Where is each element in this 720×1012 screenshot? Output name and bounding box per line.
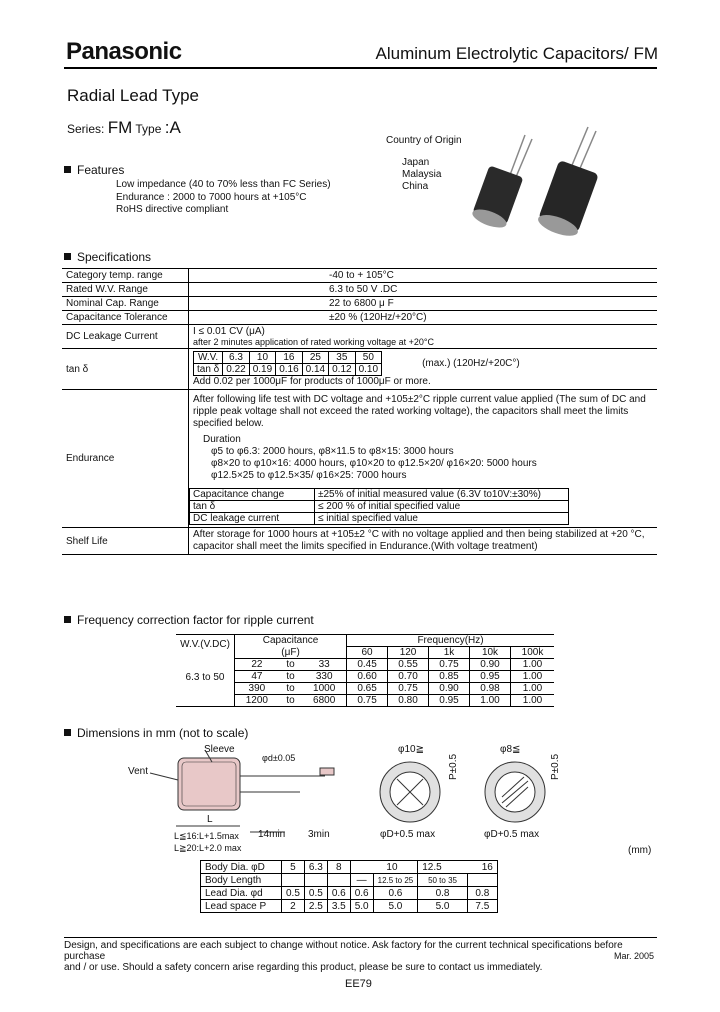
spec-label: Category temp. range (62, 269, 189, 283)
series-value: FM (107, 118, 133, 137)
bullet-square-icon (64, 616, 71, 623)
dim-cell: 5.0 (418, 900, 468, 913)
cap-lo: 1200 (245, 695, 268, 706)
min14-label: 14min (258, 829, 286, 840)
tan-val: 0.22 (223, 364, 249, 376)
dia-10-label: φ10≧ (398, 744, 424, 755)
spec-value (189, 390, 658, 528)
tan-val: 0.10 (355, 364, 381, 376)
dim-cell: 7.5 (467, 900, 497, 913)
duration-item: φ8×20 to φ10×16: 4000 hours, φ10×20 to φ12.5×20/ φ16×20: 5000 hours (211, 458, 537, 469)
freq-col: 120 (388, 647, 429, 659)
table-row (190, 501, 569, 513)
dims-heading (64, 726, 248, 740)
limit-key: Capacitance change (190, 489, 315, 501)
pitch-label-1: P±0.5 (448, 753, 459, 780)
type-label: Type (135, 122, 162, 136)
capacitor-photo (468, 125, 628, 245)
dim-cell: 3.5 (327, 900, 350, 913)
dcl-formula: I ≤ 0.01 CV (μA) (193, 326, 265, 337)
wv-value: 6.3 to 50 (185, 672, 225, 683)
factor: 0.80 (388, 695, 429, 707)
spec-label: Nominal Cap. Range (62, 297, 189, 311)
tan-wv-label: W.V. (194, 352, 223, 364)
freq-col: 10k (470, 647, 511, 659)
factor: 0.95 (470, 671, 511, 683)
spec-value (189, 325, 658, 349)
disclaimer-line: and / or use. Should a safety concern arise regarding this product, please be sure to contact us immediately. (64, 962, 543, 973)
sleeve-label: Sleeve (204, 744, 235, 755)
dim-cell: 0.6 (350, 887, 373, 900)
tan-condition: (max.) (120Hz/+20C°) (422, 358, 520, 369)
country: Japan (402, 157, 430, 168)
table-row (190, 489, 569, 501)
dim-key: Body Dia. φD (201, 861, 282, 874)
wv-label: W.V.(V.DC) (180, 639, 230, 650)
dia-8-label: φ8≦ (500, 744, 521, 755)
cap-hi: 6800 (313, 695, 336, 706)
table-row (62, 311, 657, 325)
spec-value: 6.3 to 50 V .DC (189, 283, 658, 297)
table-row (62, 269, 657, 283)
endurance-text: After following life test with DC voltage and +105±2°C ripple current value applied (The sum of DC and ripple peak voltage shall not exceed the rated working voltage), the capacitors shall meet the limits specified below. (193, 394, 646, 429)
spec-value (189, 349, 658, 390)
series-line (67, 118, 181, 138)
freq-col: 60 (347, 647, 388, 659)
dim-cell: 0.5 (282, 887, 305, 900)
header-rule (64, 67, 657, 69)
spec-label: Rated W.V. Range (62, 283, 189, 297)
tan-val-label: tan δ (194, 364, 223, 376)
cap-to: to (286, 695, 295, 706)
features-title: Features (77, 163, 125, 177)
limit-value: ≤ initial specified value (315, 513, 569, 525)
dim-key: Body Length (201, 874, 282, 887)
dim-head-16: 16 (481, 861, 493, 873)
limit-value: ±25% of initial measured value (6.3V to10V:±30%) (315, 489, 569, 501)
dim-head: 8 (327, 861, 350, 874)
table-row (201, 887, 498, 900)
type-value: :A (164, 118, 181, 137)
dmax-label-1: φD+0.5 max (380, 829, 436, 840)
dim-cell: 2.5 (304, 900, 327, 913)
cap-hi: 330 (315, 671, 333, 682)
cap-to: to (286, 671, 295, 682)
length-label: L (207, 814, 213, 825)
spec-value: -40 to + 105°C (189, 269, 658, 283)
tan-wv: 10 (249, 352, 275, 364)
dim-cell: 0.6 (327, 887, 350, 900)
tan-val: 0.16 (276, 364, 302, 376)
min3-label: 3min (308, 829, 330, 840)
factor: 0.55 (388, 659, 429, 671)
feature-item: Low impedance (40 to 70% less than FC Series) (116, 179, 331, 190)
origin-label: Country of Origin (386, 135, 462, 146)
freq-heading (64, 613, 314, 627)
tan-val: 0.12 (329, 364, 355, 376)
dim-cell: 0.8 (418, 887, 468, 900)
dimensions-table (200, 860, 498, 913)
factor: 0.70 (388, 671, 429, 683)
tan-val: 0.14 (302, 364, 328, 376)
bullet-square-icon (64, 253, 71, 260)
dim-cell (304, 874, 327, 887)
feature-item: RoHS directive compliant (116, 204, 229, 215)
brand-logo: Panasonic (66, 38, 182, 65)
duration-label: Duration (203, 434, 241, 445)
page-number: EE79 (345, 978, 372, 990)
tan-wv: 6.3 (223, 352, 249, 364)
cap-unit: (μF) (281, 646, 300, 658)
country: China (402, 181, 429, 192)
dim-cell: 5.0 (373, 900, 418, 913)
cap-lo: 390 (248, 683, 266, 694)
cap-lo: 22 (251, 659, 263, 670)
dim-cell: 0.5 (304, 887, 327, 900)
spec-label: Capacitance Tolerance (62, 311, 189, 325)
table-row (62, 390, 657, 528)
specs-title: Specifications (77, 250, 152, 264)
dim-cell (327, 874, 350, 887)
spec-label: DC Leakage Current (62, 325, 189, 349)
dcl-note: after 2 minutes application of rated working voltage at +20°C (193, 337, 434, 347)
table-row (201, 861, 498, 874)
unit-label: (mm) (628, 845, 652, 856)
spec-label: Endurance (62, 390, 189, 528)
table-row (62, 325, 657, 349)
footer-rule (64, 937, 657, 938)
table-row (201, 900, 498, 913)
limit-value: ≤ 200 % of initial specified value (315, 501, 569, 513)
freq-label: Frequency(Hz) (347, 635, 554, 647)
bullet-square-icon (64, 729, 71, 736)
tan-table (193, 351, 382, 376)
table-row (62, 528, 657, 555)
factor: 0.98 (470, 683, 511, 695)
table-row (62, 283, 657, 297)
factor: 0.75 (429, 659, 470, 671)
factor: 0.60 (347, 671, 388, 683)
spec-label: tan δ (62, 349, 189, 390)
pitch-label-2: P±0.5 (550, 753, 561, 780)
country: Malaysia (402, 169, 442, 180)
dim-key: Lead Dia. φd (201, 887, 282, 900)
dim-head: 10 (350, 861, 418, 874)
freq-title: Frequency correction factor for ripple current (77, 613, 314, 627)
features-list (116, 179, 331, 217)
factor: 1.00 (470, 695, 511, 707)
cap-to: to (286, 659, 295, 670)
factor: 0.65 (347, 683, 388, 695)
duration-list (189, 446, 657, 482)
dims-title: Dimensions in mm (not to scale) (77, 726, 249, 740)
spec-value: ±20 % (120Hz/+20°C) (189, 311, 658, 325)
dim-head (418, 861, 498, 874)
dim-head: 6.3 (304, 861, 327, 874)
duration-item: φ12.5×25 to φ12.5×35/ φ16×25: 7000 hours (211, 470, 407, 481)
factor: 0.45 (347, 659, 388, 671)
product-family: Aluminum Electrolytic Capacitors/ FM (375, 44, 658, 63)
dim-key: Lead space P (201, 900, 282, 913)
factor: 0.85 (429, 671, 470, 683)
tan-val: 0.19 (249, 364, 275, 376)
table-row (62, 297, 657, 311)
cap-hi: 1000 (313, 683, 336, 694)
table-row (201, 874, 498, 887)
duration-item: φ5 to φ6.3: 2000 hours, φ8×11.5 to φ8×15: 3000 hours (211, 446, 454, 457)
bullet-square-icon (64, 166, 71, 173)
dim-cell: 12.5 to 25 (373, 874, 418, 887)
factor: 1.00 (511, 683, 555, 695)
page-title: Radial Lead Type (67, 86, 200, 105)
origin-countries (402, 157, 441, 193)
factor: 0.75 (388, 683, 429, 695)
feature-item: Endurance : 2000 to 7000 hours at +105°C (116, 191, 307, 203)
factor: 1.00 (511, 671, 555, 683)
footer-disclaimer (64, 940, 659, 973)
freq-col: 100k (511, 647, 555, 659)
dim-cell: — (350, 874, 373, 887)
length-note-2: L≧20:L+2.0 max (174, 843, 242, 853)
tan-wv: 16 (276, 352, 302, 364)
lead-dia-label: φd±0.05 (262, 753, 296, 763)
tan-wv: 50 (355, 352, 381, 364)
factor: 0.95 (429, 695, 470, 707)
dim-cell: 50 to 35 (418, 874, 468, 887)
features-heading (64, 163, 124, 177)
dim-cell (467, 874, 497, 887)
tan-wv: 25 (302, 352, 328, 364)
vent-label: Vent (128, 766, 149, 777)
series-label: Series: (67, 122, 105, 136)
limit-key: tan δ (190, 501, 315, 513)
factor: 1.00 (511, 659, 555, 671)
limit-key: DC leakage current (190, 513, 315, 525)
table-row (62, 349, 657, 390)
tan-addition: Add 0.02 per 1000μF for products of 1000μF or more. (193, 376, 431, 387)
dim-cell: 2 (282, 900, 305, 913)
factor: 0.75 (347, 695, 388, 707)
revision-date: Mar. 2005 (613, 951, 654, 961)
freq-col: 1k (429, 647, 470, 659)
spec-value: After storage for 1000 hours at +105±2 °C with no voltage applied and then being stabilized at +20 °C, capacitor shall meet the limits specified in Endurance.(With voltage treatment) (189, 528, 658, 555)
dim-cell (282, 874, 305, 887)
spec-label: Shelf Life (62, 528, 189, 555)
disclaimer-line: Design, and specifications are each subject to change without notice. Ask factory for the current technical specifications before purchase (64, 940, 623, 962)
cap-to: to (286, 683, 295, 694)
side-view-diagram (120, 740, 350, 840)
factor: 0.90 (470, 659, 511, 671)
endurance-limits (189, 488, 569, 525)
cap-label: Capacitance (262, 635, 319, 647)
dim-head-125: 12.5 (422, 861, 442, 873)
spec-value: 22 to 6800 μ F (189, 297, 658, 311)
dim-cell: 0.8 (467, 887, 497, 900)
freq-table (176, 634, 554, 707)
dim-cell: 0.6 (373, 887, 418, 900)
dim-head: 5 (282, 861, 305, 874)
dim-cell: 5.0 (350, 900, 373, 913)
cap-lo: 47 (251, 671, 263, 682)
table-row (190, 513, 569, 525)
bottom-view-diagram (370, 755, 560, 830)
dmax-label-2: φD+0.5 max (484, 829, 540, 840)
specs-heading (64, 250, 151, 264)
factor: 0.90 (429, 683, 470, 695)
length-note-1: L≦16:L+1.5max (174, 831, 239, 841)
tan-wv: 35 (329, 352, 355, 364)
spec-table (62, 268, 657, 555)
cap-hi: 33 (318, 659, 330, 670)
factor: 1.00 (511, 695, 555, 707)
